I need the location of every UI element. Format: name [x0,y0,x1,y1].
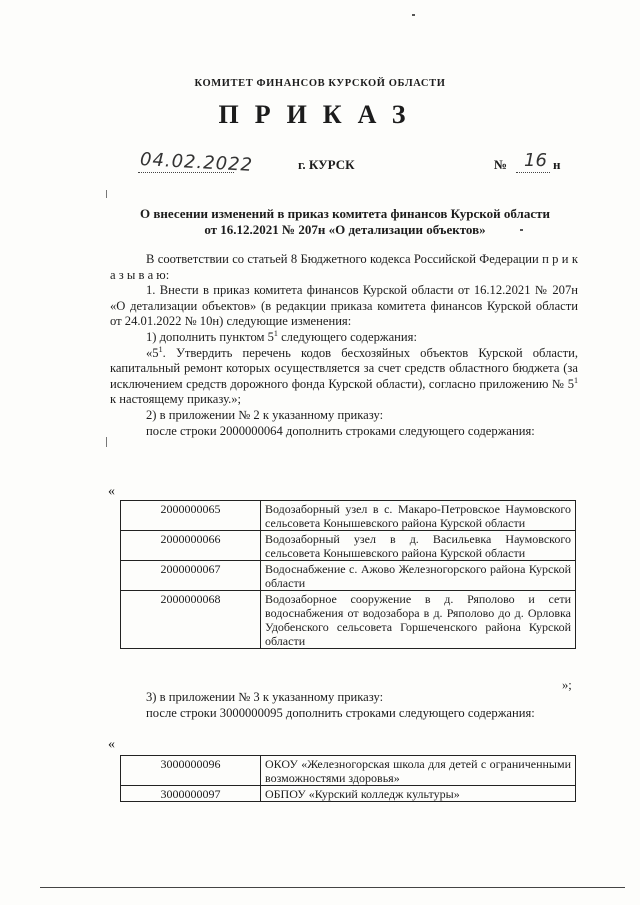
table-1-row [121,501,576,531]
object-code-cell: 2000000065 [121,501,261,531]
organization-name: КОМИТЕТ ФИНАНСОВ КУРСКОЙ ОБЛАСТИ [194,78,446,89]
quoted-clause-text: . Утвердить перечень кодов бесхозяйных объектов Курской области, капитальный ремонт которых осуществляется за счет средств областного бюджета (за исключением средств дорожного фонда Курской области), согласно приложению № 5 [110,345,578,391]
number-suffix: н [553,157,561,172]
object-code-cell: 2000000067 [121,561,261,591]
object-description-cell: Водозаборное сооружение в д. Ряполово и сети водоснабжения от водозабора в д. Ряполово до д. Орловка Удобенского сельсовета Горшеченского района Курской области [261,591,576,649]
object-code-cell: 3000000096 [121,756,261,786]
body-lower [110,690,578,721]
table-1-row [121,591,576,649]
table-2 [120,755,576,802]
subject-line-1: О внесении изменений в приказ комитета финансов Курской области [140,206,550,221]
object-code-cell: 3000000097 [121,786,261,802]
table-2-row [121,756,576,786]
quoted-clause-end: к настоящему приказу.»; [110,392,242,407]
table-1-row [121,561,576,591]
subitem-2-instruction: после строки 2000000064 дополнить строками следующего содержания: [146,423,535,438]
subitem-1-text: 1) дополнить пунктом 5 [146,329,274,344]
table-1 [120,500,576,649]
subitem-1-tail: следующего содержания: [277,329,417,344]
document-type-title: ПРИКАЗ [218,100,422,129]
object-description-cell: ОКОУ «Железногорская школа для детей с ограниченными возможностями здоровья» [261,756,576,786]
scan-speck [520,229,523,231]
table-1-open-quote: « [108,484,115,499]
table-1-close-quote: »; [562,678,572,692]
handwritten-date: 04.02.2022 [139,149,254,176]
margin-mark [106,437,107,447]
table-2-open-quote: « [108,737,115,752]
margin-mark [106,190,107,198]
quoted-clause-paragraph [110,346,578,408]
subitem-1-superscript: 1 [273,328,278,338]
handwritten-number: 16 [524,150,547,171]
city-label: г. КУРСК [298,157,355,172]
subitem-3-paragraph: 3) в приложении № 3 к указанному приказу: [146,690,384,704]
subitem-2-paragraph: 2) в приложении № 2 к указанному приказу: [146,407,384,422]
preamble-paragraph: В соответствии со статьей 8 Бюджетного кодекса Российской Федерации п р и к а з ы в а ю: [110,252,578,282]
order-subject [100,206,590,238]
table-1-row [121,531,576,561]
object-description-cell: Водоснабжение с. Ажово Железногорского района Курской области [261,561,576,591]
table-2-row [121,786,576,802]
scan-edge-line [40,887,625,888]
number-underline [516,172,550,173]
object-description-cell: Водозаборный узел в д. Васильевка Наумовского сельсовета Конышевского района Курской области [261,531,576,561]
subitem-3-instruction: после строки 3000000095 дополнить строками следующего содержания: [146,705,535,720]
scan-speck [412,14,415,16]
number-sign: № [494,157,508,172]
object-description-cell: ОБПОУ «Курский колледж культуры» [261,786,576,802]
subitem-1-paragraph [110,330,578,346]
body-upper [110,252,578,439]
quoted-clause-superscript-2: 1 [574,375,578,385]
date-underline [138,172,234,173]
quoted-clause-superscript: 1 [158,344,163,354]
quoted-clause-start: «5 [146,345,159,360]
object-code-cell: 2000000066 [121,531,261,561]
subject-line-2: от 16.12.2021 № 207н «О детализации объектов» [204,222,486,237]
item-1-paragraph: 1. Внести в приказ комитета финансов Курской области от 16.12.2021 № 207н «О детализации объектов» (в редакции приказа комитета финансов Курской области от 24.01.2022 № 10н) следующие изменения: [110,283,578,329]
object-description-cell: Водозаборный узел в с. Макаро-Петровское Наумовского сельсовета Конышевского района Курской области [261,501,576,531]
object-code-cell: 2000000068 [121,591,261,649]
